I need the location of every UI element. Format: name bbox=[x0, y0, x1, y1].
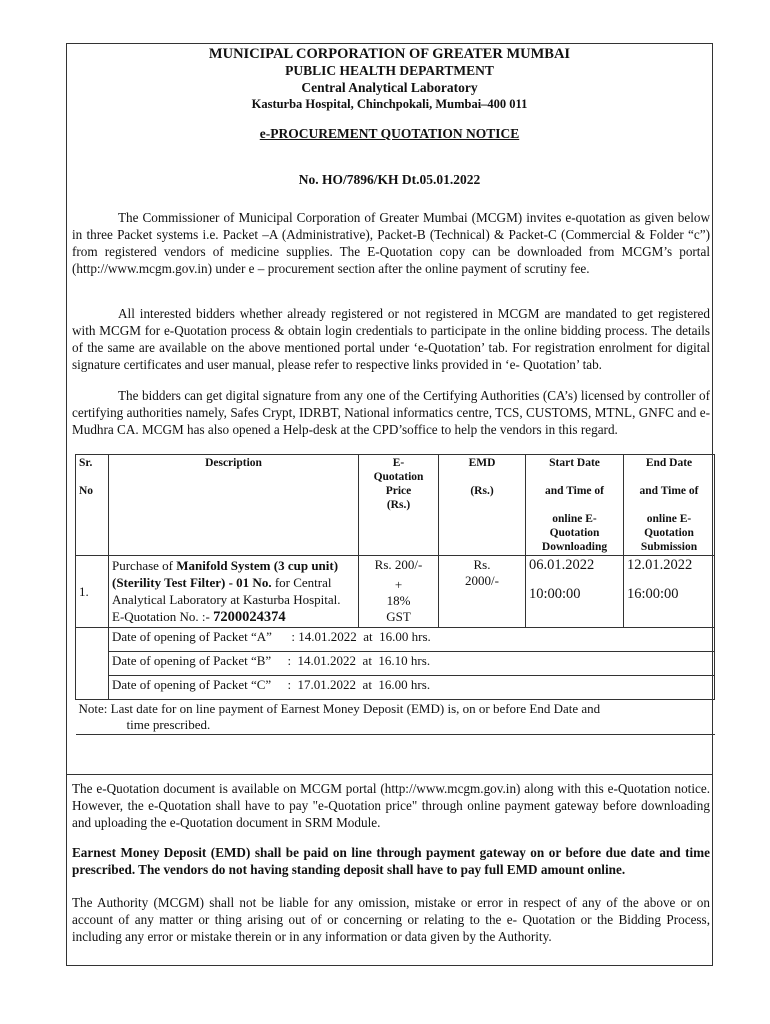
portal-paragraph: The e-Quotation document is available on MCGM portal (http://www.mcgm.gov.in) along with this e-Quotation notice. However, the e-Quotation shall have to pay "e-Quotation price" through online payment gateway before downloading and uploading the e-Quotation document in SRM Module. bbox=[72, 781, 710, 830]
row-emd bbox=[439, 556, 526, 628]
header-emd bbox=[439, 455, 526, 556]
header-no-label: No bbox=[79, 485, 94, 497]
header-sr-label: Sr. bbox=[79, 457, 93, 469]
notice-title: e-PROCUREMENT QUOTATION NOTICE bbox=[259, 126, 520, 141]
digital-signature-paragraph: The bidders can get digital signature from any one of the Certifying Authorities (CA’s) licensed by controller of certifying authorities namely, Safes Crypt, IDRBT, National informatics centre, TCS, CUSTOMS, MTNL, GNFC and e-Mudhra CA. MCGM has also opened a Help-desk at the CPD’soffice to help the vendors in this regard. bbox=[72, 388, 710, 437]
quotation-table bbox=[75, 454, 715, 735]
note-row bbox=[76, 700, 715, 735]
header-price bbox=[359, 455, 439, 556]
header-end-l3: online E- bbox=[646, 513, 692, 525]
desc-item: Manifold System (3 cup unit)(Sterility Test Filter) - 01 No. bbox=[112, 558, 339, 590]
opening-packet-b: Date of opening of Packet “B” : 14.01.2022 at 16.10 hrs. bbox=[109, 652, 715, 676]
notice-number: No. HO/7896/KH Dt.05.01.2022 bbox=[298, 172, 481, 187]
price-gst-rate: 18% bbox=[386, 593, 411, 608]
quotation-no-value: 7200024374 bbox=[213, 609, 286, 625]
table-header-row bbox=[76, 455, 715, 556]
note-line-2: time prescribed. bbox=[126, 717, 211, 732]
header-start-l2: and Time of bbox=[544, 485, 604, 497]
opening-packet-a: Date of opening of Packet “A” : 14.01.2022 at 16.00 hrs. bbox=[109, 628, 715, 652]
intro-paragraph: The Commissioner of Municipal Corporation of Greater Mumbai (MCGM) invites e-quotation as given below in three Packet systems i.e. Packet –A (Administrative), Packet-B (Technical) & Packet-C (Commercial & Folder “c”) from registered vendors of medicine supplies. The E-Quotation copy can be downloaded from MCGM’s portal (http://www.mcgm.gov.in) under e – procurement section after the online payment of scrutiny fee. bbox=[72, 210, 710, 276]
row-start bbox=[526, 556, 624, 628]
header-price-l3: Price bbox=[385, 485, 412, 497]
header-start-l5: Downloading bbox=[541, 541, 608, 553]
department-name: PUBLIC HEALTH DEPARTMENT bbox=[285, 63, 494, 78]
start-time: 10:00:00 bbox=[529, 586, 581, 602]
price-gst-label: GST bbox=[386, 609, 411, 624]
start-date: 06.01.2022 bbox=[529, 557, 595, 573]
header-start-l4: Quotation bbox=[549, 527, 600, 539]
header-start-l1: Start Date bbox=[549, 457, 600, 469]
header-sr-no bbox=[76, 455, 109, 556]
header-start-date bbox=[526, 455, 624, 556]
opening-row-b bbox=[76, 652, 715, 676]
header-end-l1: End Date bbox=[645, 457, 693, 469]
opening-row-a bbox=[76, 628, 715, 652]
emd-currency: Rs. bbox=[473, 557, 491, 572]
opening-row-c bbox=[76, 676, 715, 700]
header-price-l4: (Rs.) bbox=[386, 499, 411, 511]
address: Kasturba Hospital, Chinchpokali, Mumbai–400 011 bbox=[251, 97, 528, 111]
lab-name: Central Analytical Laboratory bbox=[301, 80, 478, 95]
opening-packet-c: Date of opening of Packet “C” : 17.01.2022 at 16.00 hrs. bbox=[109, 676, 715, 700]
row-sr: 1. bbox=[76, 556, 109, 628]
quotation-no-label: E-Quotation No. :- bbox=[112, 609, 214, 624]
header-emd-l2: (Rs.) bbox=[470, 485, 494, 497]
emd-note bbox=[76, 700, 715, 735]
header-price-l2: Quotation bbox=[373, 471, 424, 483]
header-description: Description bbox=[109, 455, 359, 556]
emd-amount: 2000/- bbox=[465, 573, 499, 588]
header-start-l3: online E- bbox=[552, 513, 597, 525]
price-plus: + bbox=[394, 577, 403, 592]
note-line-1: Note: Last date for on line payment of Earnest Money Deposit (EMD) is, on or before End Date and bbox=[78, 701, 601, 716]
section-divider bbox=[66, 774, 713, 775]
header-end-l4: Quotation bbox=[644, 527, 694, 539]
row-price bbox=[359, 556, 439, 628]
row-description bbox=[109, 556, 359, 628]
price-amount: Rs. 200/- bbox=[374, 557, 423, 572]
table-row bbox=[76, 556, 715, 628]
emd-paragraph: Earnest Money Deposit (EMD) shall be paid on line through payment gateway on or before due date and time prescribed. The vendors do not having standing deposit shall have to pay full EMD amount online. bbox=[72, 845, 710, 877]
header-end-l5: Submission bbox=[640, 541, 698, 553]
header-end-l2: and Time of bbox=[639, 485, 699, 497]
row-end bbox=[624, 556, 715, 628]
header-end-date bbox=[624, 455, 715, 556]
header-price-l1: E- bbox=[392, 457, 405, 469]
liability-paragraph: The Authority (MCGM) shall not be liable for any omission, mistake or error in respect of any of the above or on account of any matter or thing arising out of or concerning or relating to the e- Quotation or the Bidding Process, including any error or mistake therein or in any information or data given by the Authority. bbox=[72, 895, 710, 944]
end-time: 16:00:00 bbox=[627, 586, 679, 602]
org-name: MUNICIPAL CORPORATION OF GREATER MUMBAI bbox=[208, 46, 571, 62]
desc-prefix: Purchase of bbox=[112, 558, 177, 573]
desc-suffix: for Central Analytical Laboratory at Kasturba Hospital. bbox=[112, 575, 341, 607]
registration-paragraph: All interested bidders whether already registered or not registered in MCGM are mandated to get registered with MCGM for e-Quotation process & obtain login credentials to participate in the online bidding process. The details of the same are available on the above mentioned portal under ‘e-Quotation’ tab. For registration enrolment for digital signature certificates and user manual, please refer to respective links provided in ‘e- Quotation’ tab. bbox=[72, 306, 710, 372]
header-emd-l1: EMD bbox=[468, 457, 496, 469]
end-date: 12.01.2022 bbox=[627, 557, 693, 573]
